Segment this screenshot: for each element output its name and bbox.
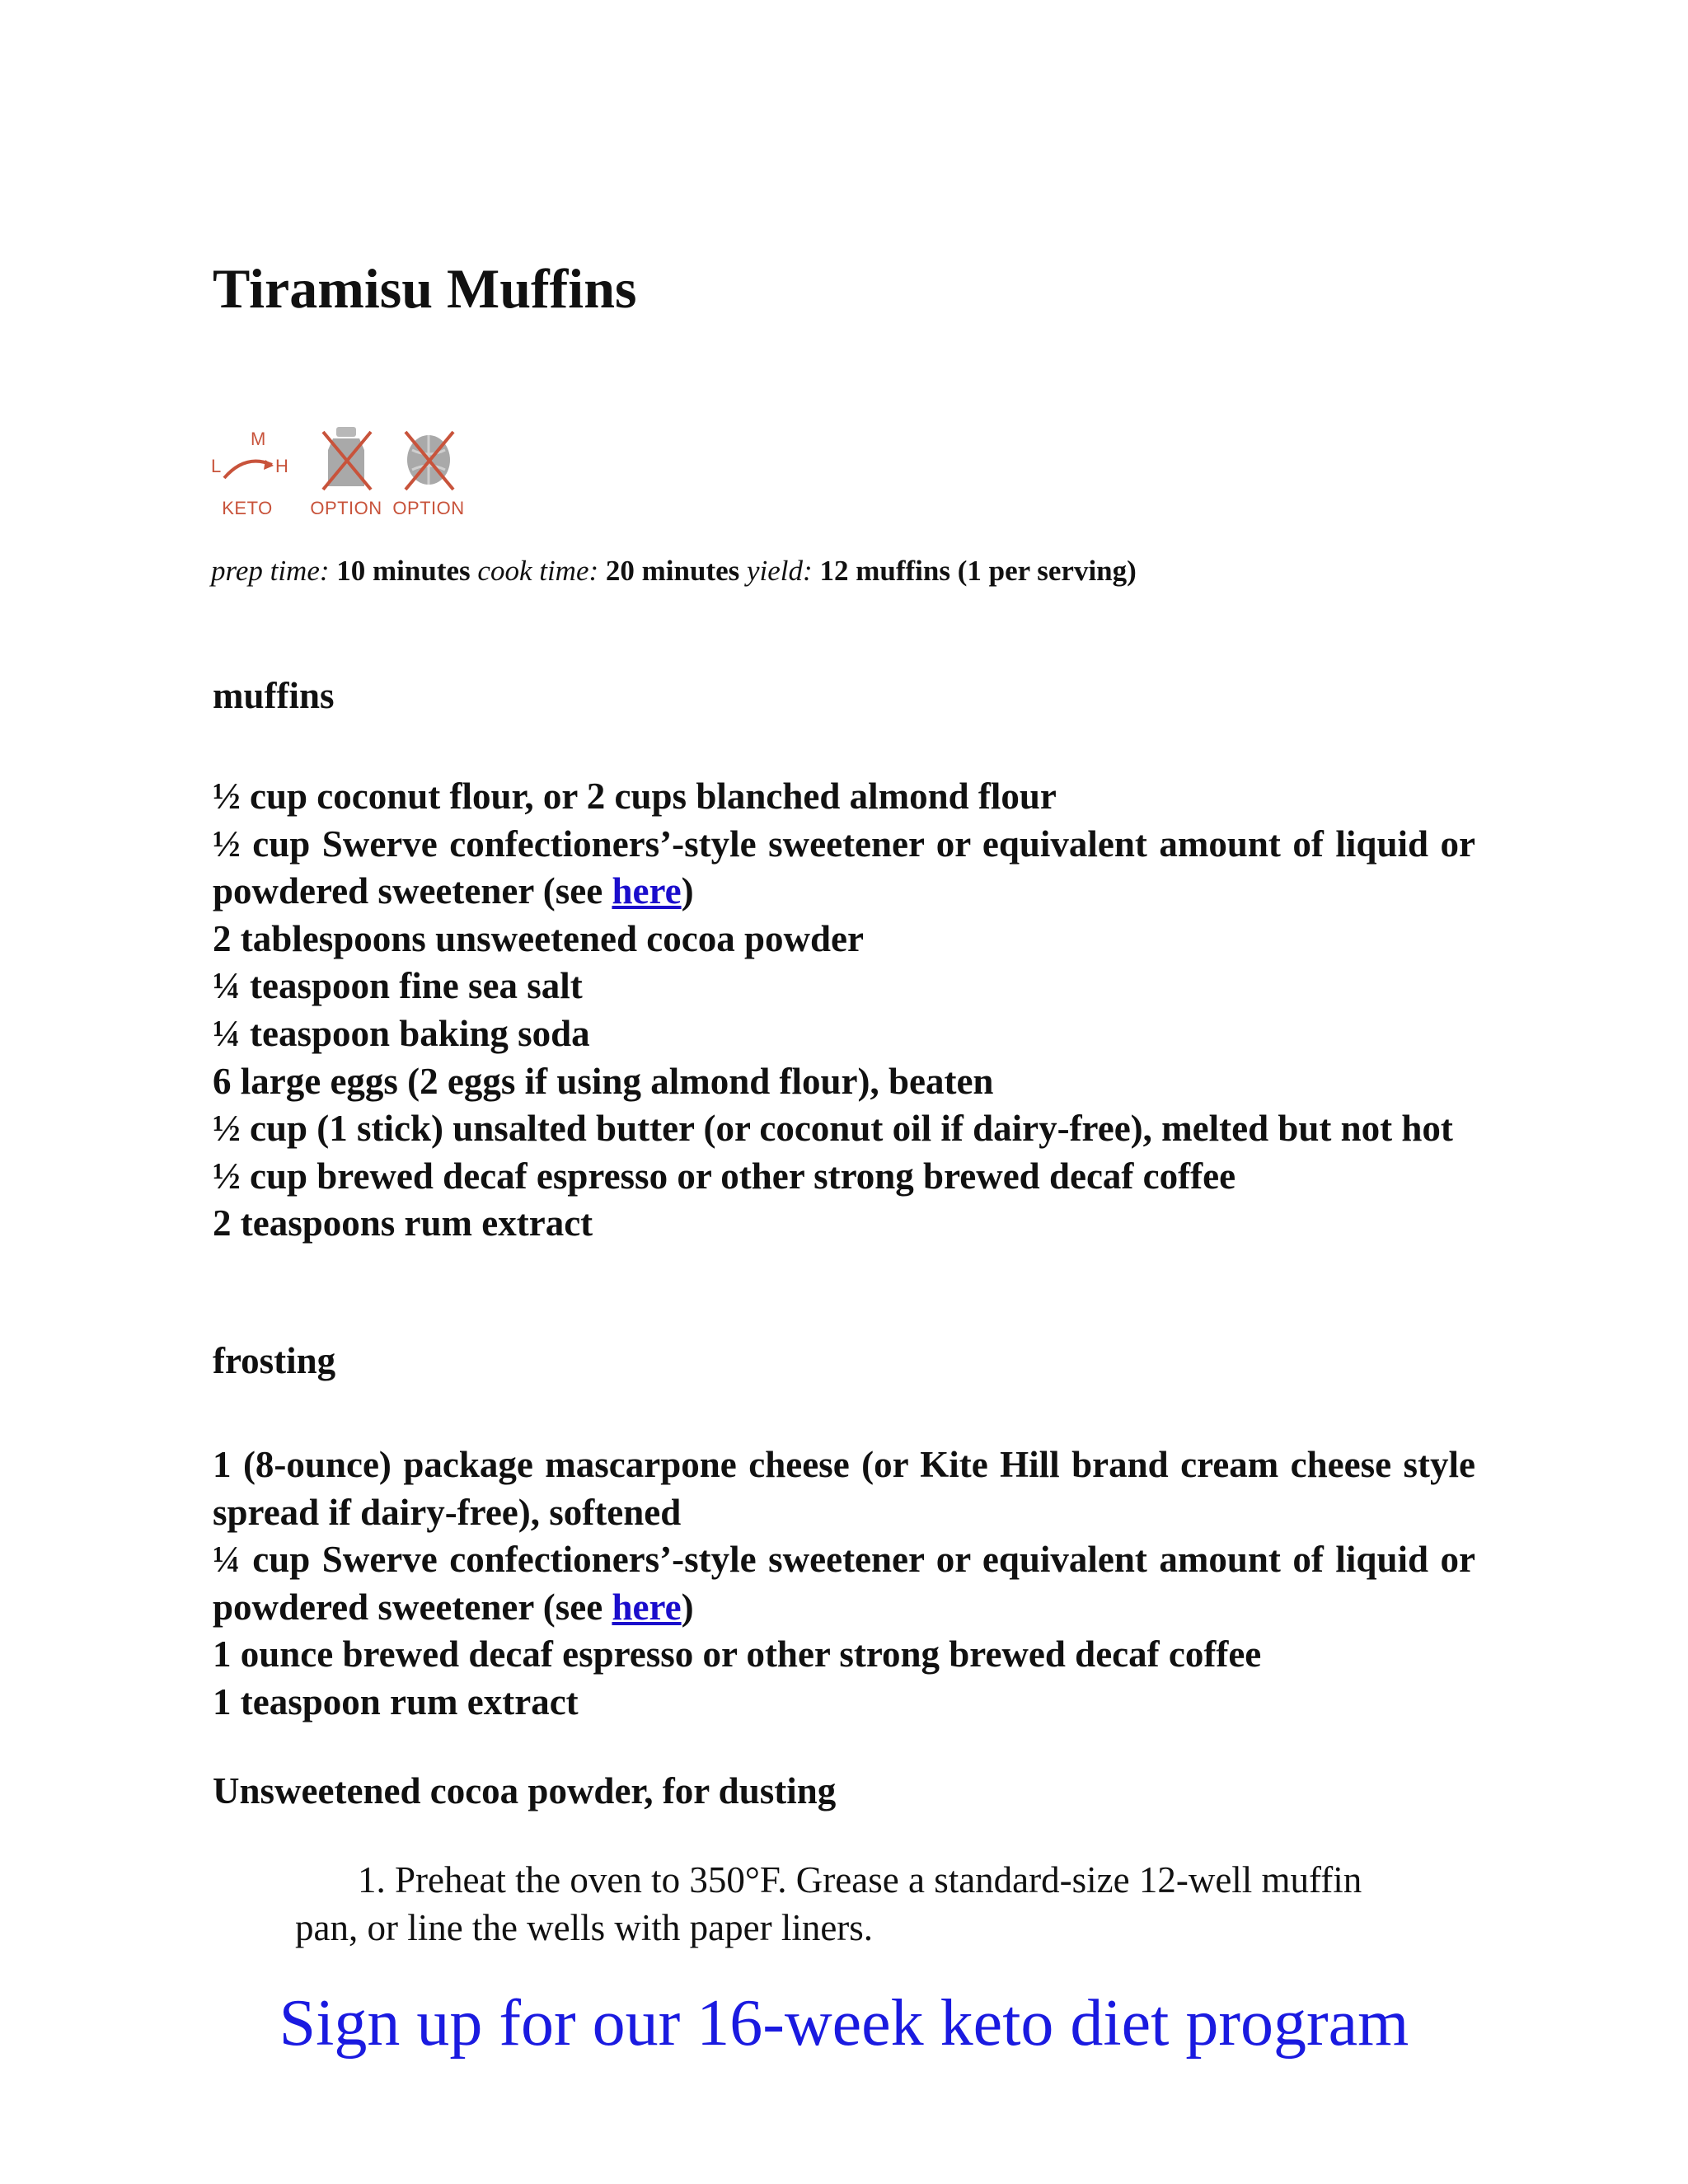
cook-time-value: 20 minutes — [605, 555, 740, 587]
yield-value: 12 muffins (1 per serving) — [819, 555, 1137, 587]
frosting-ingredient-list — [213, 1441, 1475, 1727]
keto-label: KETO — [222, 498, 273, 518]
ingredient-text: ¼ cup Swerve confectioners’-style sweetener or equivalent amount of liquid or powdered sweetener (see — [213, 1539, 1475, 1628]
recipe-meta — [211, 552, 1137, 590]
keto-gauge-icon — [206, 420, 288, 519]
muffins-ingredient-list — [213, 773, 1475, 1248]
keto-program-signup-link[interactable]: Sign up for our 16-week keto diet program — [279, 1987, 1409, 2060]
ingredient-item: ¼ teaspoon baking soda — [213, 1012, 590, 1054]
frosting-heading: frosting — [213, 1340, 336, 1381]
ingredient-item — [213, 1536, 1475, 1631]
ingredient-item: 1 (8-ounce) package mascarpone cheese (or Kite Hill brand cream cheese style spread if dairy-free), softened — [213, 1444, 1475, 1533]
svg-text:L: L — [211, 456, 222, 476]
ingredient-text-end: ) — [681, 1586, 694, 1628]
dusting-note: Unsweetened cocoa powder, for dusting — [213, 1770, 837, 1811]
ingredient-item — [213, 821, 1475, 916]
nut-option-label: OPTION — [392, 498, 465, 518]
recipe-title: Tiramisu Muffins — [213, 257, 637, 320]
svg-text:M: M — [251, 429, 266, 449]
ingredient-item: 2 teaspoons rum extract — [213, 1202, 593, 1244]
dairy-option-label: OPTION — [310, 498, 382, 518]
ingredient-item: 1 ounce brewed decaf espresso or other strong brewed decaf coffee — [213, 1633, 1262, 1675]
ingredient-item: ½ cup coconut flour, or 2 cups blanched almond flour — [213, 776, 1057, 817]
prep-time-value: 10 minutes — [336, 555, 471, 587]
muffins-heading: muffins — [213, 675, 335, 716]
ingredient-text-end: ) — [681, 870, 694, 912]
ingredient-item: ½ cup brewed decaf espresso or other strong brewed decaf coffee — [213, 1155, 1236, 1197]
yield-label: yield: — [747, 555, 813, 587]
ingredient-text: ½ cup Swerve confectioners’-style sweetener or equivalent amount of liquid or powdered sweetener (see — [213, 823, 1475, 912]
dairy-free-option-icon — [305, 420, 387, 519]
svg-text:H: H — [275, 456, 288, 476]
ingredient-item: ¼ teaspoon fine sea salt — [213, 965, 583, 1007]
ingredient-item: 1 teaspoon rum extract — [213, 1680, 579, 1722]
ingredient-item: ½ cup (1 stick) unsalted butter (or coconut oil if dairy-free), melted but not hot — [213, 1108, 1453, 1150]
instruction-step: 1. Preheat the oven to 350°F. Grease a standard-size 12-well muffin pan, or line the wells with paper liners. — [295, 1859, 1362, 1948]
ingredient-item: 6 large eggs (2 eggs if using almond flour), beaten — [213, 1060, 994, 1102]
diet-badges — [206, 420, 486, 519]
prep-time-label: prep time: — [211, 555, 330, 587]
sweetener-here-link[interactable]: here — [612, 1586, 682, 1628]
ingredient-item: 2 tablespoons unsweetened cocoa powder — [213, 917, 865, 959]
nut-free-option-icon — [387, 420, 470, 519]
cook-time-label: cook time: — [477, 555, 599, 587]
sweetener-here-link[interactable]: here — [612, 870, 682, 912]
